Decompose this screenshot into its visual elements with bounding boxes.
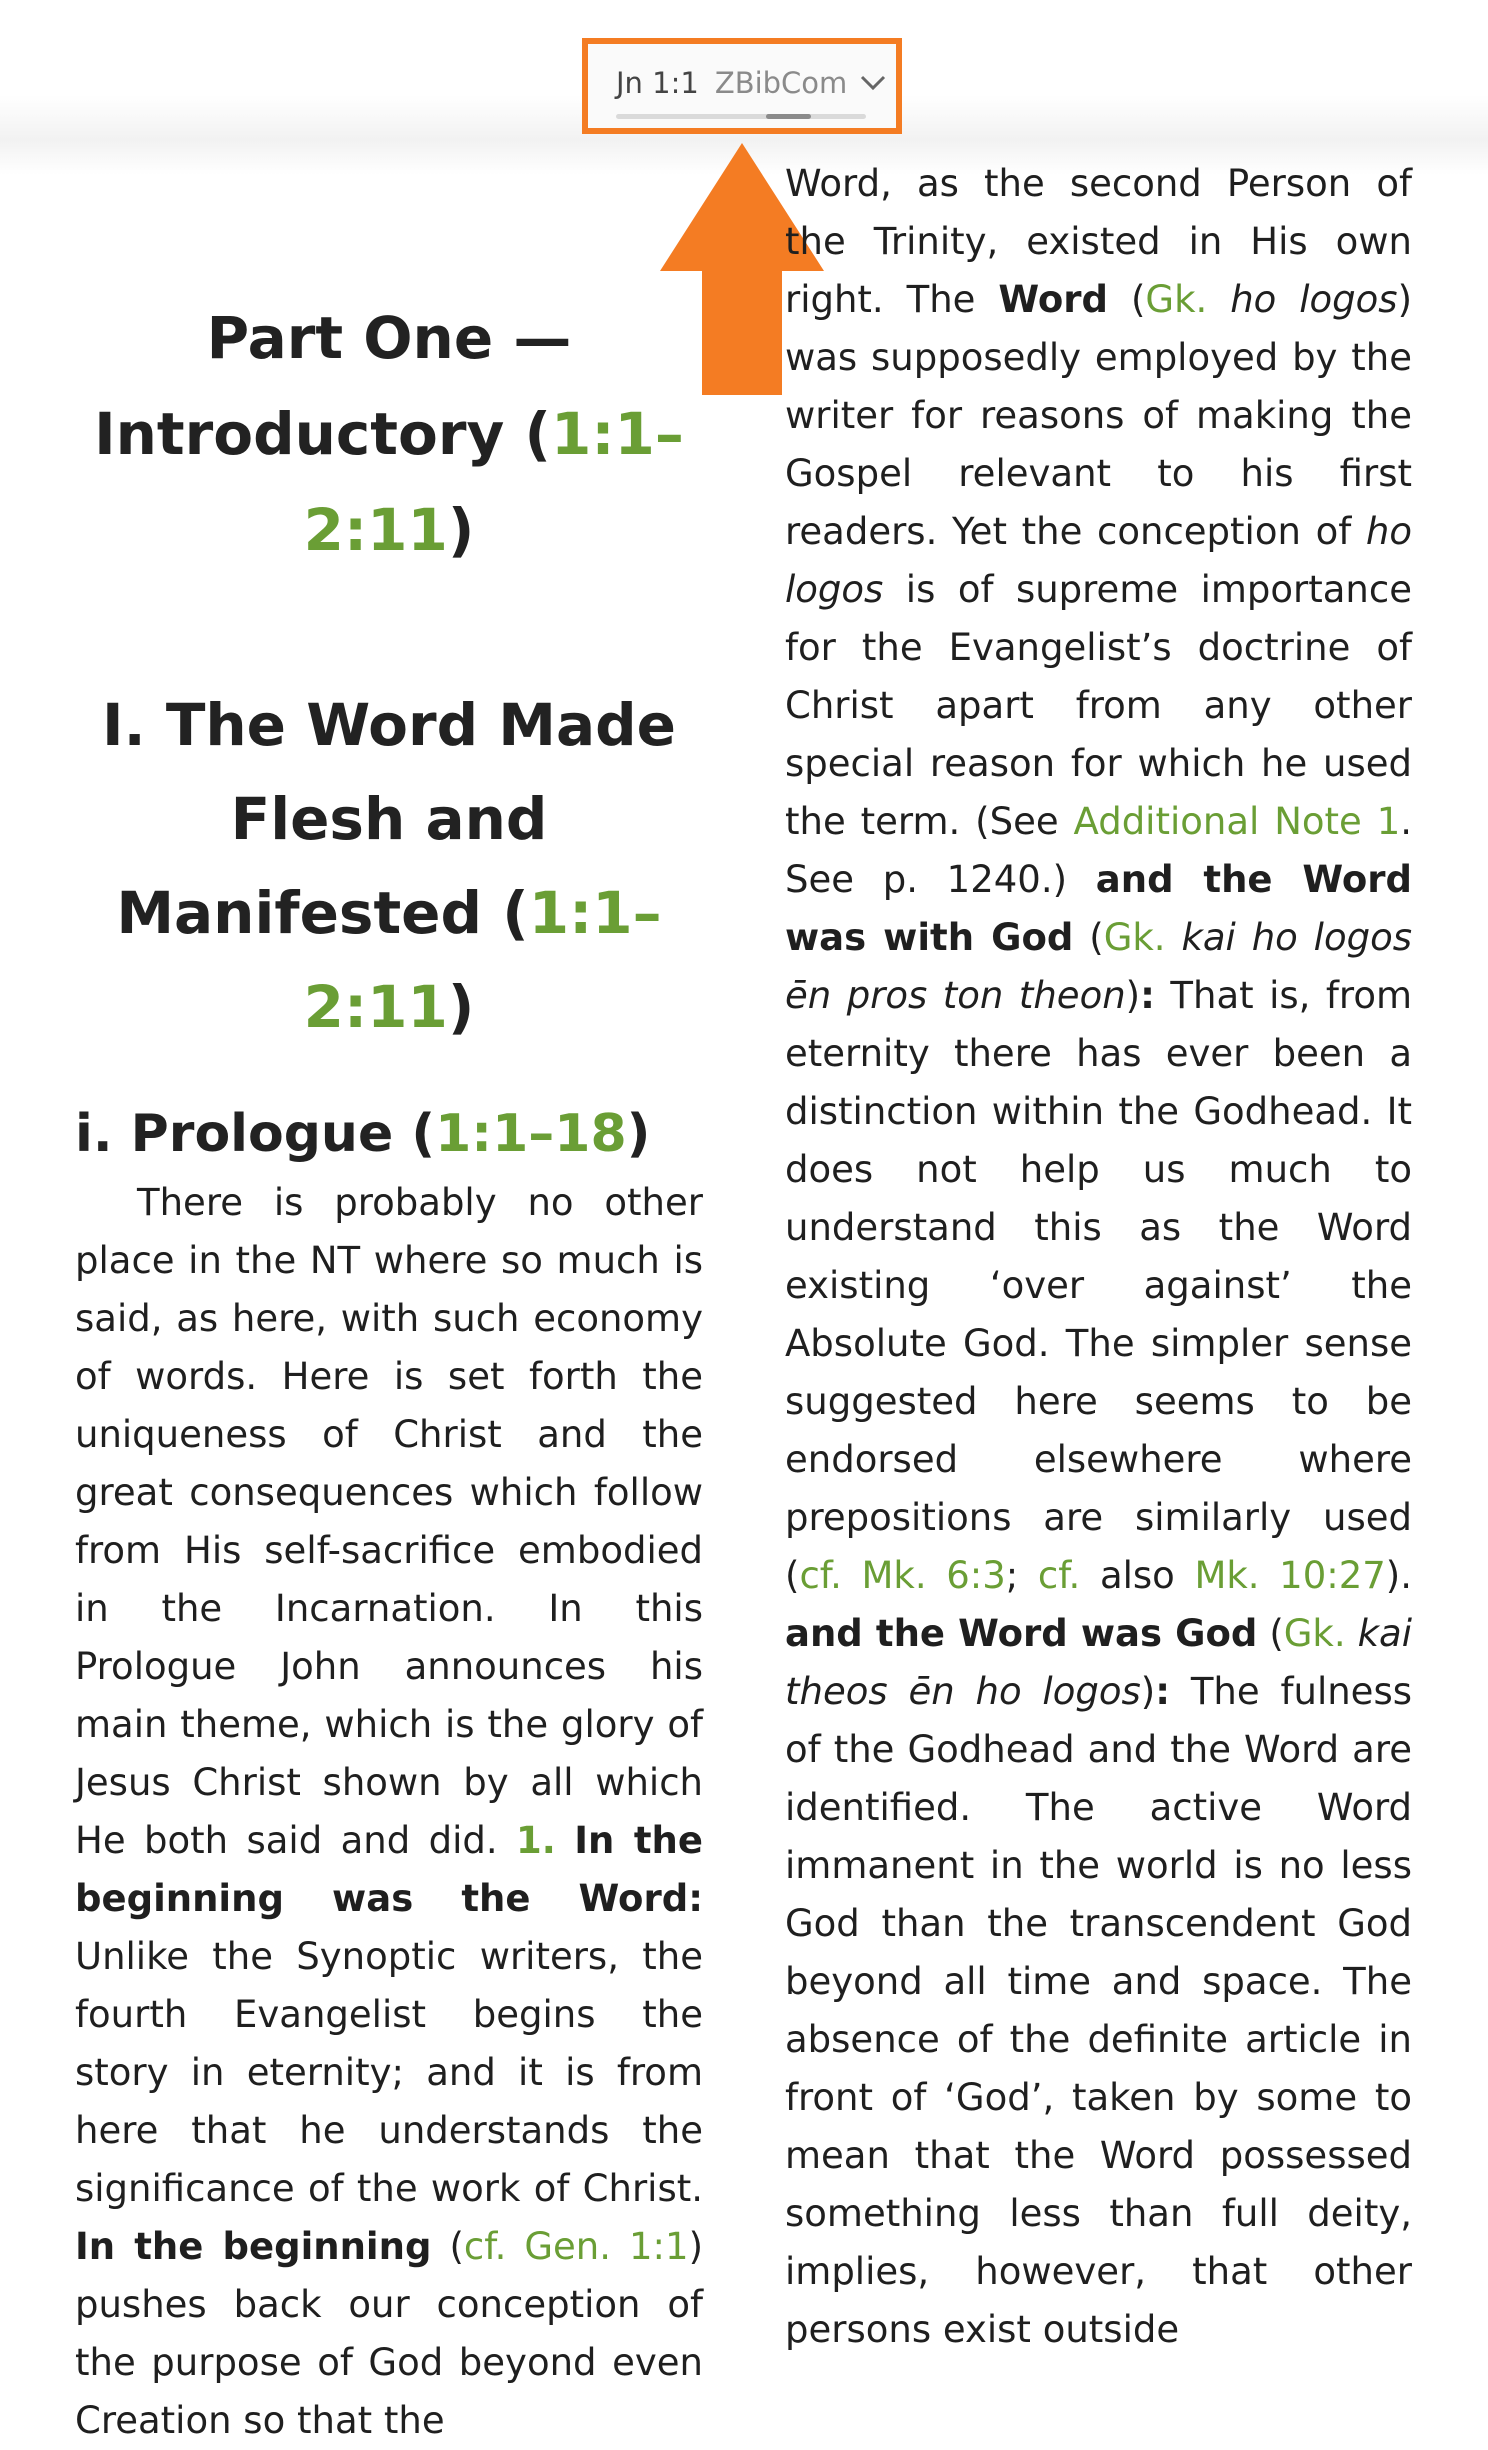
position-indicator xyxy=(616,114,866,119)
commentary-right-column xyxy=(785,155,1412,2359)
cf-gen-link[interactable]: cf. Gen. 1:1 xyxy=(463,2225,689,2268)
resource-abbreviation: ZBibCom xyxy=(714,66,848,100)
part-title: Part One — Introductory xyxy=(94,304,572,468)
lemma-word: Word xyxy=(998,278,1109,321)
greek-abbrev-link[interactable]: Gk. xyxy=(1145,278,1208,321)
subsection-title: i. Prologue xyxy=(75,1104,394,1164)
cf-link[interactable]: cf. xyxy=(1037,1554,1081,1597)
greek-abbrev-link[interactable]: Gk. xyxy=(1103,916,1166,959)
mk-10-27-link[interactable]: Mk. 10:27 xyxy=(1194,1554,1386,1597)
text-segment: Word, as the second Person of the Trinity, existed in His own right. The xyxy=(785,162,1412,321)
text-segment: was supposedly employed by the writer for reasons of making the Gospel relevant to his first readers. Yet the conception of xyxy=(785,336,1412,553)
subsection-ref-link[interactable]: 1:1–18 xyxy=(435,1104,627,1164)
commentary-text: Unlike the Synoptic writers, the fourth Evangelist begins the story in eternity; and it is from here that he understands the significance of the work of Christ. xyxy=(75,1935,703,2210)
additional-note-link[interactable]: Additional Note 1 xyxy=(1073,800,1401,843)
greek-term: kai theos ēn ho logos xyxy=(785,1612,1412,1713)
commentary-text-continued: pushes back our conception of the purpose of God beyond even Creation so that the xyxy=(75,2283,703,2442)
subsection-heading: i. Prologue (1:1–18) xyxy=(75,1104,651,1164)
position-indicator-thumb xyxy=(766,114,811,119)
greek-term: kai ho logos ēn pros ton theon xyxy=(785,916,1412,1017)
greek-abbrev-link[interactable]: Gk. xyxy=(1283,1612,1346,1655)
commentary-paragraph-continued: Word, as the second Person of the Trinity, existed in His own right. The Word (Gk. ho logos) was supposedly employed by the writer for reasons of making the Gospel relevant to his first readers. Yet the conception of ho logos is of supreme importance for the Evangelist’s doctrine of Christ apart from any other special reason for which he used the term. (See Additional Note 1. See p. 1240.) and the Word was with God (Gk. kai ho logos ēn pros ton theon): That is, from eternity there has ever been a distinction within the Godhead. It does not help us much to understand this as the Word existing ‘over against’ the Absolute God. The simpler sense suggested here seems to be endorsed elsewhere where prepositions are similarly used (cf. Mk. 6:3; cf. also Mk. 10:27). and the Word was God (Gk. kai theos ēn ho logos): The fulness of the Godhead and the Word are identified. The active Word immanent in the world is no less God than the transcendent God beyond all time and space. The absence of the definite article in front of ‘God’, taken by some to mean that the Word possessed something less than full deity, implies, however, that other persons exist outside xyxy=(785,162,1412,2351)
text-segment: also xyxy=(1099,1554,1175,1597)
lemma-in-the-beginning: In the beginning xyxy=(75,2225,432,2268)
section-heading: I. The Word Made Flesh and Manifested (1:1–2:11) xyxy=(102,691,676,1041)
passage-reference: Jn 1:1 xyxy=(616,66,699,100)
commentary-left-column xyxy=(75,290,703,2450)
verse-number-link[interactable]: 1. xyxy=(516,1819,556,1862)
intro-text: There is probably no other place in the NT where so much is said, as here, with such economy of words. Here is set forth the uniqueness of Christ and the great consequences which follow from His self-sacrifice embodied in the Incarnation. In this Prologue John announces his main theme, which is the glory of Jesus Christ shown by all which He both said and did. xyxy=(75,1181,703,1862)
greek-term: ho logos xyxy=(785,510,1412,611)
lemma-with-god: and the Word was with God xyxy=(785,858,1412,959)
part-ref-link[interactable]: 1:1–2:11 xyxy=(303,400,684,564)
verse-lemma: In the beginning was the Word: xyxy=(75,1819,703,1920)
text-segment: . See p. 1240.) xyxy=(785,800,1412,901)
text-segment: That is, from eternity there has ever been a distinction within the Godhead. It does not help us much to understand this as the Word existing ‘over against’ the Absolute God. The simpler sense suggested here seems to be endorsed elsewhere where prepositions are similarly used ( xyxy=(785,974,1412,1597)
section-title: I. The Word Made Flesh and Manifested xyxy=(102,691,676,947)
commentary-paragraph: There is probably no other place in the NT where so much is said, as here, with such economy of words. Here is set forth the uniqueness of Christ and the great consequences which follow from His self-sacrifice embodied in the Incarnation. In this Prologue John announces his main theme, which is the glory of Jesus Christ shown by all which He both said and did. 1. In the beginning was the Word: Unlike the Synoptic writers, the fourth Evangelist begins the story in eternity; and it is from here that he understands the significance of the work of Christ. In the beginning (cf. Gen. 1:1) pushes back our conception of the purpose of God beyond even Creation so that the xyxy=(75,1181,703,2442)
section-ref-link[interactable]: 1:1–2:11 xyxy=(303,879,662,1041)
lemma-was-god: and the Word was God xyxy=(785,1612,1258,1655)
reference-selector-button[interactable] xyxy=(582,38,902,134)
chevron-down-icon xyxy=(859,73,887,93)
part-heading: Part One — Introductory (1:1–2:11) xyxy=(94,304,684,564)
greek-term: ho logos xyxy=(1230,278,1398,321)
text-segment: The fulness of the Godhead and the Word are identified. The active Word immanent in the world is no less God than the transcendent God beyond all time and space. The absence of the definite article in front of ‘God’, taken by some to mean that the Word possessed something less than full deity, implies, however, that other persons exist outside xyxy=(785,1670,1412,2351)
text-segment: is of supreme importance for the Evangelist’s doctrine of Christ apart from any other special reason for which he used the term. (See xyxy=(785,568,1412,843)
reference-selector-content xyxy=(616,66,887,100)
cf-mk-6-3-link[interactable]: cf. Mk. 6:3 xyxy=(799,1554,1006,1597)
